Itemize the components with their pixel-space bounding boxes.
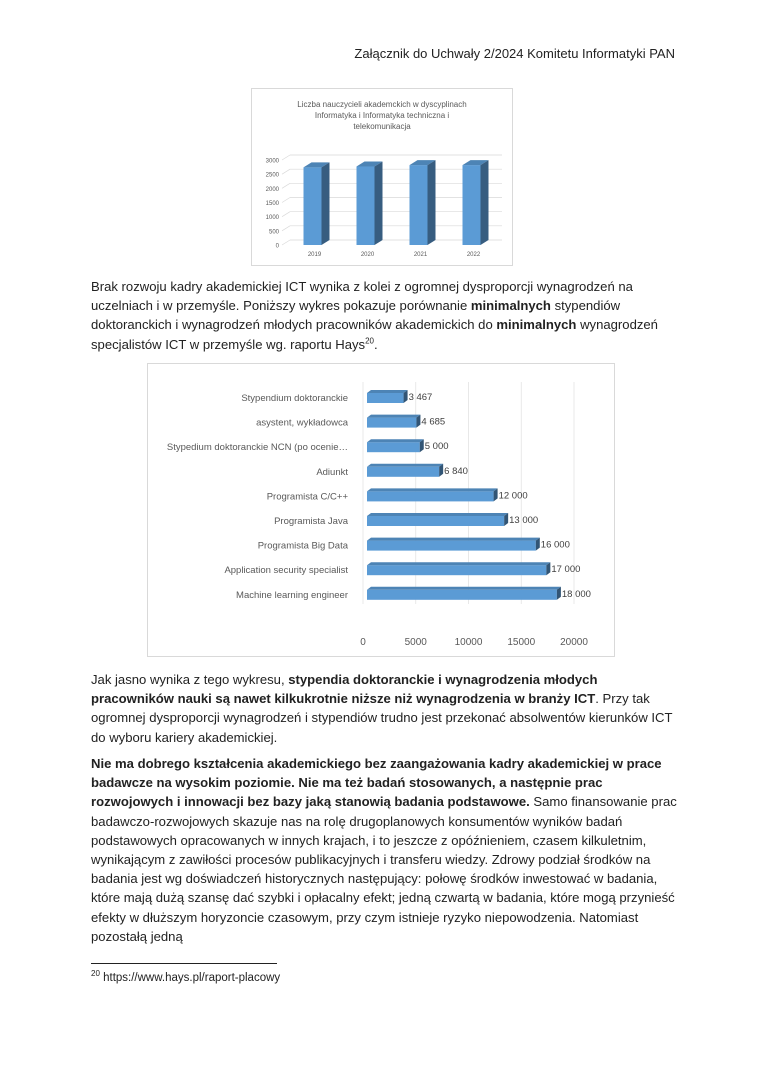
text: Brak rozwoju kadry akademickiej ICT wynika z kolei z ogromnej dysproporcji wynagrodzeń na: [91, 279, 633, 294]
footnote-number: 20: [91, 969, 100, 979]
emphasis: Nie ma dobrego kształcenia akademickiego bez zaangażowania kadry akademickiej w prace badawcze na wysokim poziomie. Nie ma też badań stosowanych, a następnie prac rozwojowych i innowacji bez bazy jaką stanowią badania podstawowe.: [91, 756, 662, 810]
data-label: 18 000: [561, 588, 591, 600]
gridline-depth: [282, 240, 290, 245]
text: specjalistów ICT w przemyśle wg. raportu Hays: [91, 336, 366, 352]
data-label: 3 467: [408, 392, 433, 403]
data-label: 17 000: [551, 564, 581, 576]
bar-top: [367, 464, 443, 467]
gridline-depth: [282, 198, 290, 203]
bar-front: [367, 590, 557, 600]
x-tick-label: 2021: [413, 252, 428, 258]
x-tick-label: 10000: [454, 637, 483, 648]
bar-4: [367, 464, 443, 477]
y-tick-label: 3000: [265, 158, 279, 165]
x-tick-label: 2020: [360, 252, 375, 258]
bar-top: [367, 538, 540, 541]
gridline-depth: [282, 212, 290, 217]
text: uczelniach i w przemyśle. Poniższy wykres pokazuje porównanie: [91, 298, 468, 314]
bar-top: [367, 415, 420, 418]
emphasis: stypendia doktoranckie i wynagrodzenia młodych pracowników nauki są nawet kilkukrotnie niższe niż wynagrodzenia w branży ICT: [91, 672, 598, 707]
gridline-depth: [282, 226, 290, 231]
text: Samo finansowanie prac badawczo-rozwojowych skazuje nas na rolę drugoplanowych konsumentów wyników badań podstawowych opracowanych w innych krajach, i to jeszcze z opóźnieniem, czasem kilkuletnim, wynikającym z zawiłości procesów publikacyjnych i transferu wiedzy. Zdrowy podział środków na badania jest wg doświadczeń historycznych następujący: połowę środków inwestować w badania, które mają dużą szansę dać szybki i opłacalny efekt; jedną czwartą w badania, które mogą przynieść efekty w dłuższym horyzoncie czasowym, przy czym istnieje ryzyko niepowodzenia. Natomiast pozostałą jedną: [91, 794, 677, 944]
y-tick-label: 500: [268, 229, 279, 236]
y-tick-label: 0: [275, 243, 279, 250]
bar-top: [367, 439, 424, 442]
bar-7: [367, 538, 540, 551]
footnote: [91, 969, 281, 984]
chart-title-line: Liczba nauczycieli akademckich w dyscyplinach: [297, 100, 467, 109]
chart-teachers-count: [251, 88, 513, 266]
paragraph-research: [91, 754, 681, 946]
emphasis: minimalnych: [470, 298, 551, 314]
bar-1: [367, 390, 408, 403]
bar-front: [304, 167, 322, 245]
page-header: Załącznik do Uchwały 2/2024 Komitetu Informatyki PAN: [354, 46, 675, 61]
y-category-label: Adiunkt: [316, 466, 348, 478]
bar-3: [367, 439, 424, 452]
data-label: 13 000: [509, 515, 539, 526]
bar-top: [367, 513, 508, 516]
data-label: 12 000: [498, 490, 528, 502]
y-category-label: Application security specialist: [224, 565, 348, 577]
bar-2: [367, 415, 420, 428]
y-category-label: asystent, wykładowca: [256, 417, 348, 429]
bar-front: [367, 418, 416, 428]
bar-side: [428, 160, 436, 245]
bar-side: [375, 162, 383, 245]
y-tick-label: 1500: [265, 201, 279, 207]
emphasis: minimalnych: [496, 317, 577, 333]
text: . Przy tak ogromnej dysproporcji wynagrodzeń i stypendiów trudno jest przekonać absolwentów kierunków ICT do wyboru kariery akademickiej.: [91, 691, 673, 745]
x-tick-label: 20000: [560, 637, 588, 648]
bar-2022: [463, 160, 489, 245]
bar-side: [322, 162, 330, 245]
bar-front: [367, 393, 404, 403]
y-category-label: Machine learning engineer: [236, 589, 348, 601]
bar-6: [367, 513, 508, 526]
bar-front: [367, 516, 504, 526]
x-tick-label: 0: [360, 637, 366, 648]
bar-top: [367, 390, 408, 393]
bar-front: [463, 165, 481, 245]
y-tick-label: 1000: [265, 215, 279, 222]
text: Jak jasno wynika z tego wykresu,: [91, 672, 285, 687]
x-tick-label: 5000: [404, 637, 427, 648]
data-label: 4 685: [421, 416, 446, 428]
paragraph-intro: [91, 277, 681, 354]
bar-front: [367, 467, 439, 477]
y-tick-label: 2500: [265, 172, 279, 179]
chart-title-line: Informatyka i Informatyka techniczna i: [314, 111, 450, 120]
text: wynagrodzeń: [580, 317, 658, 333]
chart-plot: [148, 364, 614, 656]
bar-front: [357, 167, 375, 245]
bar-2021: [410, 160, 436, 245]
bar-2020: [357, 162, 383, 245]
bar-front: [367, 491, 494, 501]
y-category-label: Stypedium doktoranckie NCN (po ocenie…: [166, 442, 348, 454]
bar-9: [367, 587, 561, 600]
data-label: 16 000: [540, 539, 570, 551]
y-category-label: Programista C/C++: [266, 491, 348, 503]
bar-front: [410, 165, 428, 245]
footnote-divider: [91, 963, 277, 964]
bar-8: [367, 562, 550, 575]
y-category-label: Programista Java: [274, 516, 348, 527]
chart-title: [252, 99, 512, 132]
bar-side: [481, 160, 489, 245]
gridline-depth: [282, 183, 290, 188]
bar-top: [367, 587, 561, 590]
text: stypendiów: [554, 298, 621, 314]
y-tick-label: 2000: [265, 186, 279, 193]
x-tick-label: 15000: [507, 637, 536, 648]
bar-front: [367, 565, 546, 575]
bar-front: [367, 442, 420, 452]
footnote-ref[interactable]: 20: [365, 336, 374, 346]
data-label: 6 840: [444, 465, 468, 477]
gridline-depth: [282, 155, 290, 160]
x-tick-label: 2022: [466, 252, 481, 258]
bar-5: [367, 488, 498, 501]
y-category-label: Programista Big Data: [257, 540, 348, 552]
bar-front: [367, 541, 536, 551]
text: doktoranckich i wynagrodzeń młodych pracowników akademickich do: [91, 317, 493, 333]
text: .: [374, 336, 378, 352]
chart-title-line: telekomunikacja: [353, 122, 411, 131]
bar-2019: [304, 162, 330, 245]
bar-top: [367, 488, 498, 491]
footnote-link[interactable]: https://www.hays.pl/raport-placowy: [103, 972, 281, 984]
data-label: 5 000: [424, 441, 449, 453]
x-tick-label: 2019: [307, 252, 322, 258]
y-category-label: Stypendium doktoranckie: [241, 393, 348, 404]
bar-top: [367, 562, 550, 565]
gridline-depth: [282, 169, 290, 174]
chart-salary-comparison: [147, 363, 615, 657]
paragraph-conclusion: [91, 670, 681, 747]
